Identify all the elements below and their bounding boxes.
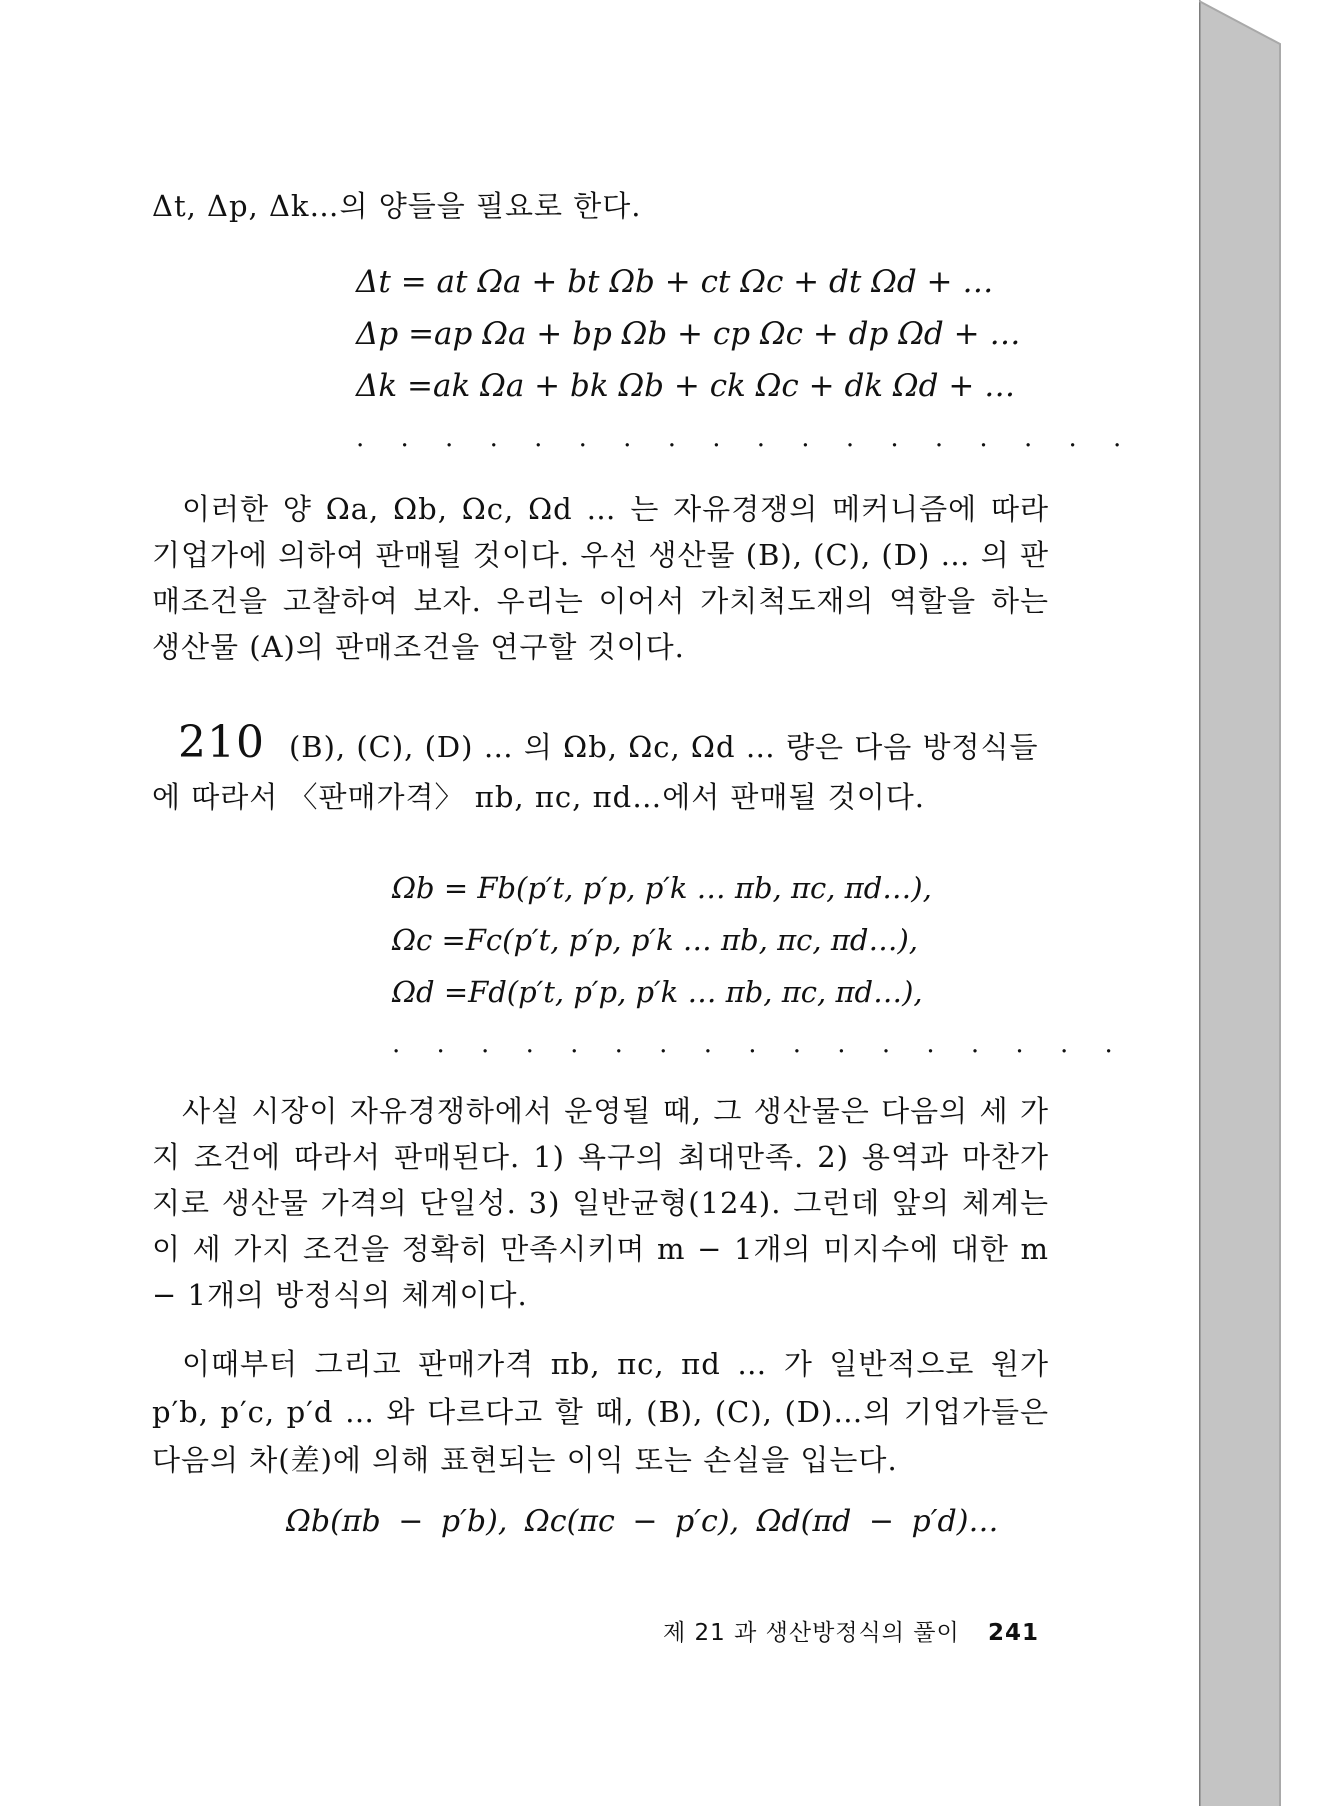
equation-ellipsis-row: . . . . . . . . . . . . . . . . . bbox=[392, 1029, 1127, 1059]
equation-omega-d: Ωd =Fd(p′t, p′p, p′k … πb, πc, πd…), bbox=[392, 975, 923, 1009]
profit-loss-equation: Ωb(πb − p′b), Ωc(πc − p′c), Ωd(πd − p′d)… bbox=[286, 1504, 999, 1539]
equation-ellipsis-row: . . . . . . . . . . . . . . . . . . bbox=[356, 423, 1136, 453]
paragraph-3-text: 이때부터 그리고 판매가격 πb, πc, πd … 가 일반적으로 원가 p′b, p′c, p′d … 와 다르다고 할 때, (B), (C), (D)…의 기업가들은 다음의 차(差)에 의해 표현되는 이익 또는 손실을 입는다. bbox=[152, 1347, 1049, 1477]
equation-omega-b: Ωb = Fb(p′t, p′p, p′k … πb, πc, πd…), bbox=[392, 871, 932, 905]
equation-delta-k: Δk =ak Ωa + bk Ωb + ck Ωc + dk Ωd + … bbox=[356, 368, 1016, 404]
equation-omega-c: Ωc =Fc(p′t, p′p, p′k … πb, πc, πd…), bbox=[392, 923, 918, 957]
delta-equations bbox=[356, 256, 1135, 464]
equation-delta-t: Δt = at Ωa + bt Ωb + ct Ωc + dt Ωd + … bbox=[356, 264, 994, 300]
chapter-title: 제 21 과 생산방정식의 풀이 bbox=[663, 1620, 960, 1646]
page-number: 241 bbox=[988, 1620, 1040, 1646]
paragraph-2-text: 사실 시장이 자유경쟁하에서 운영될 때, 그 생산물은 다음의 세 가지 조건에 따라서 판매된다. 1) 욕구의 최대만족. 2) 용역과 마찬가지로 생산물 가격의 단일성. 3) 일반균형(124). 그런데 앞의 체계는 이 세 가지 조건을 정확히 만족시키며 m − 1개의 미지수에 대한 m − 1개의 방정식의 체계이다. bbox=[152, 1094, 1049, 1312]
paragraph-1 bbox=[152, 486, 1049, 670]
paragraph-2 bbox=[152, 1088, 1049, 1318]
intro-line: Δt, Δp, Δk…의 양들을 필요로 한다. bbox=[152, 189, 642, 223]
paragraph-3 bbox=[152, 1340, 1049, 1484]
section-210-text: (B), (C), (D) … 의 Ωb, Ωc, Ωd … 량은 다음 방정식들에 따라서 〈판매가격〉 πb, πc, πd…에서 판매될 것이다. bbox=[152, 730, 1039, 814]
paragraph-1-text: 이러한 양 Ωa, Ωb, Ωc, Ωd … 는 자유경쟁의 메커니즘에 따라 기업가에 의하여 판매될 것이다. 우선 생산물 (B), (C), (D) … 의 판매조건을 고찰하여 보자. 우리는 이어서 가치척도재의 역할을 하는 생산물 (A)의 판매조건을 연구할 것이다. bbox=[152, 492, 1049, 664]
omega-equations bbox=[392, 862, 1127, 1070]
section-number: 210 bbox=[178, 717, 265, 768]
equation-delta-p: Δp =ap Ωa + bp Ωb + cp Ωc + dp Ωd + … bbox=[356, 316, 1021, 352]
page-footer bbox=[663, 1614, 1039, 1647]
section-210 bbox=[152, 718, 1049, 822]
